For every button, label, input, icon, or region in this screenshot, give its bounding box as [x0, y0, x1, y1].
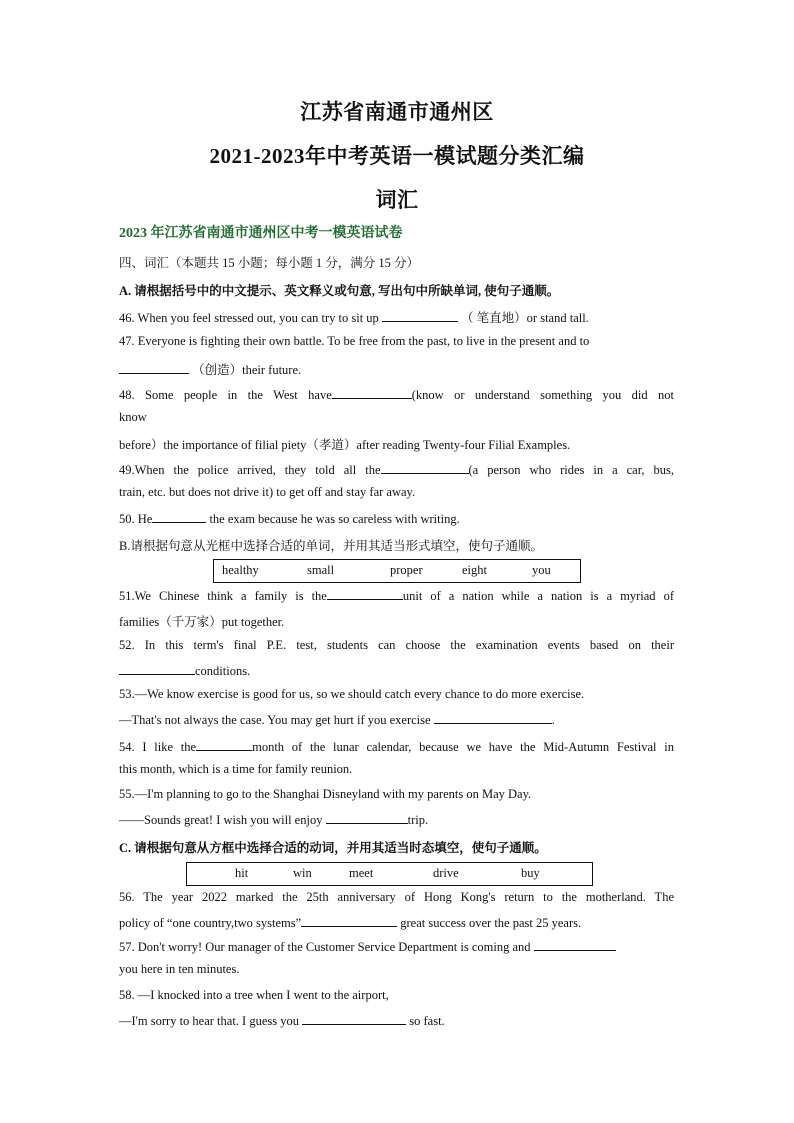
q49-text-pre: 49.When the police arrived, they told all the — [119, 463, 381, 477]
question-51-line2: families（千万家）put together. — [119, 615, 285, 629]
word-box-c-word-1: hit — [235, 866, 249, 880]
q53-text-post: . — [551, 713, 555, 727]
word-box-b-word-1: healthy — [222, 563, 259, 577]
q47-text-post: （创造）their future. — [192, 363, 302, 377]
question-47-line1: 47. Everyone is fighting their own battle. To be free from the past, to live in the present and to — [119, 334, 590, 348]
q57-text-pre: 57. Don't worry! Our manager of the Customer Service Department is coming and — [119, 940, 531, 954]
q49-blank[interactable] — [381, 461, 469, 474]
q56-blank[interactable] — [301, 914, 397, 927]
q50-text-pre: 50. He — [119, 512, 153, 526]
question-56-line1: 56. The year 2022 marked the 25th anniversary of Hong Kong's return to the motherland. The — [119, 890, 674, 904]
q48-text-pre: 48. Some people in the West have — [119, 388, 332, 402]
part-b-word-box — [213, 559, 581, 583]
word-box-c-word-3: meet — [349, 866, 374, 880]
question-46 — [119, 308, 589, 326]
q54-text-post: month of the lunar calendar, because we have the Mid-Autumn Festival in — [252, 740, 674, 754]
q54-blank[interactable] — [196, 738, 252, 751]
question-57-line2: you here in ten minutes. — [119, 962, 240, 976]
word-box-c-word-5: buy — [521, 866, 540, 880]
question-49-line1 — [119, 461, 674, 478]
question-48-line3: before）the importance of filial piety（孝道）after reading Twenty-four Filial Examples. — [119, 438, 571, 452]
question-48-line1 — [119, 386, 674, 403]
word-box-b-word-5: you — [532, 563, 551, 577]
part-a-instruction: A. 请根据括号中的中文提示、英文释义或句意, 写出句中所缺单词, 使句子通顺。 — [119, 284, 560, 298]
part-c-word-box — [186, 862, 593, 886]
q56-text-pre: policy of “one country,two systems” — [119, 916, 302, 930]
question-57-line1 — [119, 938, 616, 955]
word-box-b-word-2: small — [307, 563, 335, 577]
title-region: 江苏省南通市通州区 — [300, 100, 494, 124]
q53-text-pre: —That's not always the case. You may get hurt if you exercise — [119, 713, 431, 727]
q46-text-post: （ 笔直地）or stand tall. — [461, 311, 589, 325]
q54-text-pre: 54. I like the — [119, 740, 197, 754]
q55-text-pre: ——Sounds great! I wish you will enjoy — [119, 813, 323, 827]
question-48-line2: know — [119, 410, 147, 424]
question-47-line2 — [119, 360, 301, 378]
q58-blank[interactable] — [302, 1012, 406, 1025]
word-box-c-word-2: win — [293, 866, 312, 880]
question-51-line1 — [119, 587, 674, 604]
q48-text-post: (know or understand something you did not — [411, 388, 674, 402]
question-52-line2 — [119, 662, 250, 679]
q53-blank[interactable] — [434, 711, 552, 724]
q46-blank[interactable] — [382, 309, 458, 322]
q51-text-pre: 51.We Chinese think a family is the — [119, 589, 327, 603]
question-53-line1: 53.—We know exercise is good for us, so we should catch every chance to do more exercise. — [119, 687, 585, 701]
question-55-line2 — [119, 811, 428, 828]
q46-text-pre: 46. When you feel stressed out, you can try to sit up — [119, 311, 379, 325]
section-heading: 四、词汇（本题共 15 小题；每小题 1 分，满分 15 分） — [119, 256, 420, 270]
q52-blank[interactable] — [119, 662, 195, 675]
q50-text-post: the exam because he was so careless with writing. — [209, 512, 460, 526]
q55-blank[interactable] — [326, 811, 408, 824]
section-title: 2023 年江苏省南通市通州区中考一模英语试卷 — [119, 226, 403, 241]
q57-blank[interactable] — [534, 938, 616, 951]
q48-blank[interactable] — [332, 386, 412, 399]
title-topic: 词汇 — [375, 188, 419, 212]
part-b-instruction: B.请根据句意从光框中选择合适的单词，并用其适当形式填空，使句子通顺。 — [119, 539, 543, 553]
part-c-instruction: C. 请根据句意从方框中选择合适的动词，并用其适当时态填空，使句子通顺。 — [119, 841, 547, 855]
word-box-c-word-4: drive — [433, 866, 459, 880]
question-55-line1: 55.—I'm planning to go to the Shanghai Disneyland with my parents on May Day. — [119, 787, 532, 801]
question-49-line2: train, etc. but does not drive it) to get off and stay far away. — [119, 485, 416, 499]
q55-text-post: trip. — [407, 813, 429, 827]
q51-blank[interactable] — [327, 587, 403, 600]
question-54-line1 — [119, 738, 674, 755]
q56-text-post: great success over the past 25 years. — [400, 916, 582, 930]
q58-text-post: so fast. — [409, 1014, 445, 1028]
q47-blank[interactable] — [119, 361, 189, 374]
q58-text-pre: —I'm sorry to hear that. I guess you — [119, 1014, 299, 1028]
question-58-line1: 58. —I knocked into a tree when I went to the airport, — [119, 988, 389, 1002]
q52-text-post: conditions. — [195, 664, 251, 678]
question-53-line2 — [119, 711, 555, 728]
q50-blank[interactable] — [152, 510, 206, 523]
title-exam: 2021-2023年中考英语一模试题分类汇编 — [209, 144, 585, 168]
question-52-line1: 52. In this term's final P.E. test, students can choose the examination events based on their — [119, 638, 674, 652]
q51-text-post: unit of a nation while a nation is a myriad of — [402, 589, 674, 603]
word-box-b-word-4: eight — [462, 563, 487, 577]
question-56-line2 — [119, 914, 581, 931]
question-54-line2: this month, which is a time for family reunion. — [119, 762, 353, 776]
q49-text-post: (a person who rides in a car, bus, — [468, 463, 674, 477]
question-50 — [119, 510, 460, 527]
word-box-b-word-3: proper — [390, 563, 423, 577]
question-58-line2 — [119, 1012, 445, 1029]
